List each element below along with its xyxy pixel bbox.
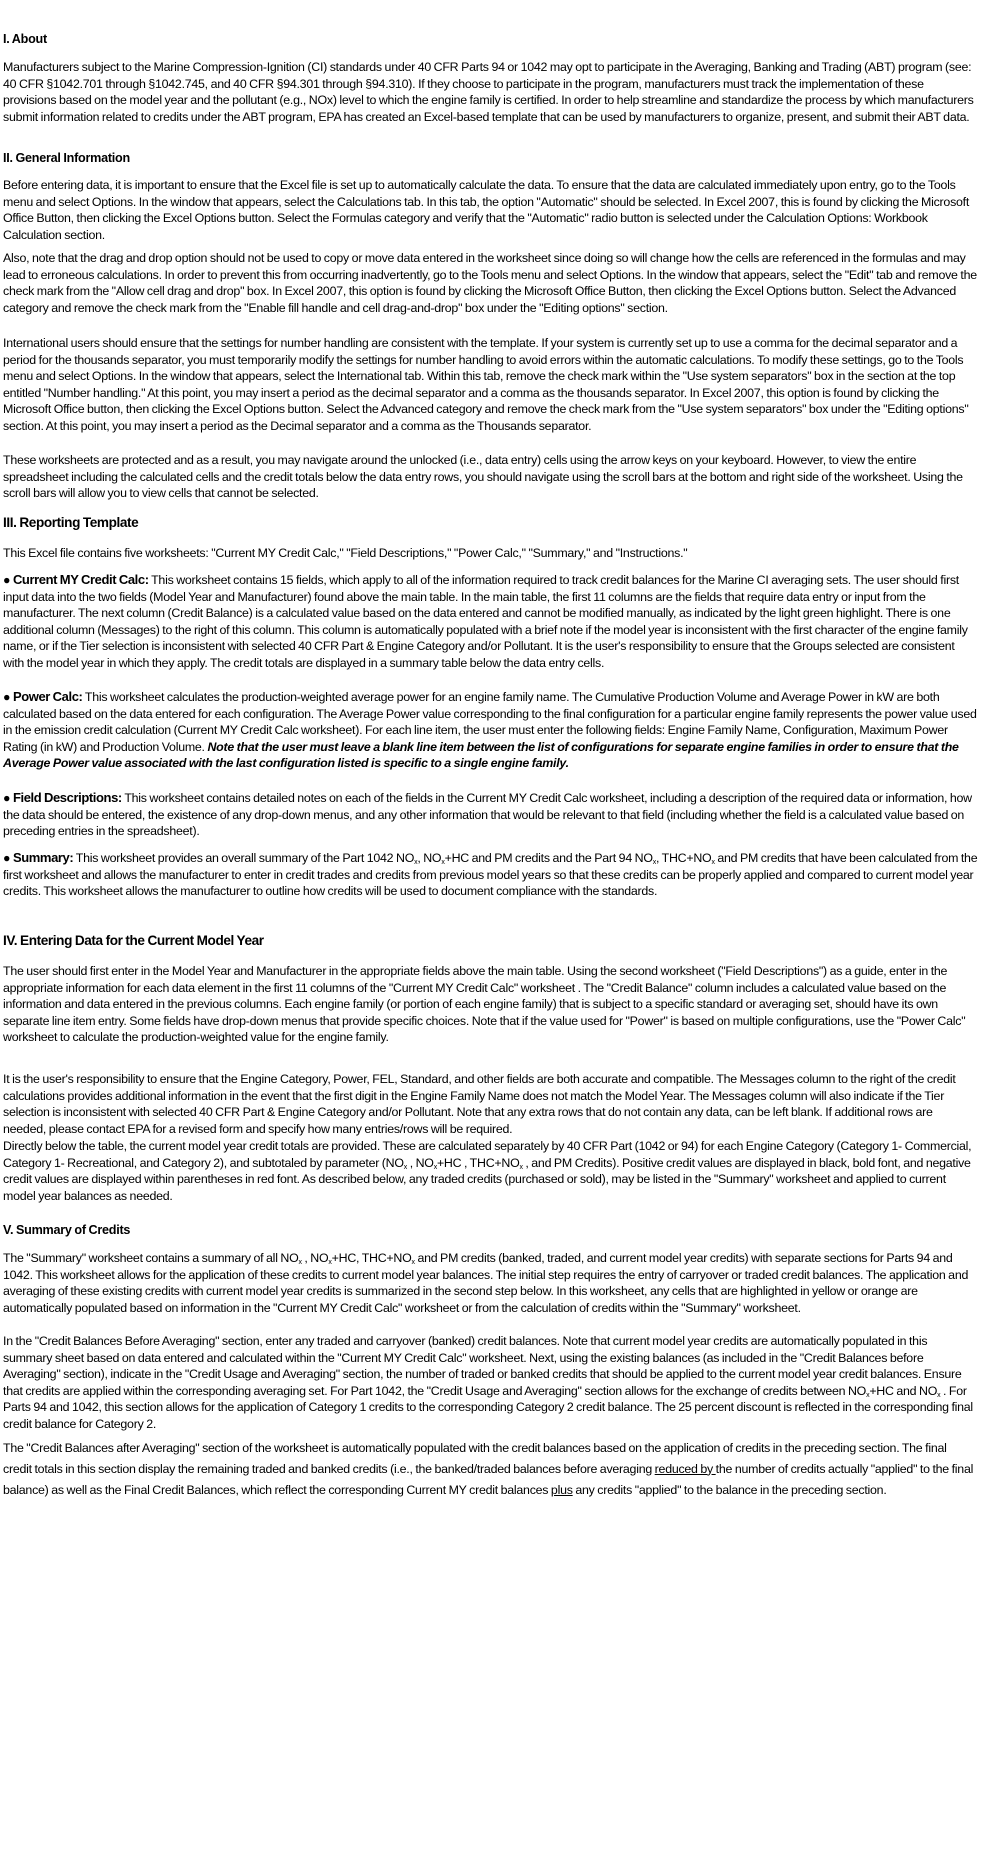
underlined-text: plus	[550, 1482, 573, 1497]
text-run: . For Parts 94 and 1042, this section allows for the application of Category 1 credits to the corresponding Category 2 credit balance. The 25 percent discount is reflected in the corresponding final credit balance for Category 2.	[3, 1383, 973, 1431]
text-run: The "Summary" worksheet contains a summary of all NO	[3, 1251, 299, 1265]
subscript: x	[937, 1391, 941, 1399]
subscript: x	[403, 1163, 408, 1171]
text-run: , NO	[407, 1155, 434, 1170]
subscript: x	[414, 859, 418, 866]
text-run: and PM credits that have been calculated from the first worksheet and allows the manufacturer to enter in credit trades and credits from previous model years so that these credits can be properly applied and compared to current model year credits. This worksheet allows the manufacturer to outline how credits will be used to document compliance with the standards.	[3, 851, 978, 899]
text-run: The "Credit Balances after Averaging" section of the worksheet is automatically populated with the credit balances based on the application of credits in the preceding section. The final credit totals in this section display the remaining traded and banked credits (i.e., the banked/traded balances before averaging	[3, 1441, 947, 1476]
general-paragraph-international: International users should ensure that the settings for number handling are consistent with the template. If your system is currently set up to use a comma for the decimal separator and a period for the thousands separator, you must temporarily modify the settings for number handling to avoid errors within the automatic calculations. To modify these settings, go to the Tools menu and select Options. In the window that appears, select the International tab. Within this tab, remove the check mark within the "Use system separators" box in the section at the top entitled "Number handling." At this point, you may insert a period as the decimal separator and a comma as the thousands separator. In Excel 2007, this option is found by clicking the Microsoft Office button, then clicking the Excel Options button. Select the Advanced category and remove the check mark from the "Use system separators" box under the "Editing options" section. At this point, you may insert a period as the Decimal separator and a comma as the Thousands separator.	[3, 336, 969, 433]
heading-entering-data: IV. Entering Data for the Current Model Year	[3, 933, 264, 948]
text-run: , and PM Credits). Positive credit values are displayed in black, bold font, and negative credit values are displayed within parentheses in red font. As described below, any traded credits (purchased or sold), may be listed in the "Summary" worksheet and applied to current model year balances as needed.	[3, 1155, 971, 1203]
subscript: x	[328, 1259, 332, 1266]
bullet-text: This worksheet contains detailed notes on each of the fields in the Current MY Credit Calc worksheet, including a description of the required data or information, how the data should be entered, the existence of any drop-down menus, and any other information that would be relevant to that field (including whether the field is a calculated value based on preceding entries in the spreadsheet).	[3, 791, 972, 839]
general-paragraph-protection: These worksheets are protected and as a result, you may navigate around the unlocked (i.e., data entry) cells using the arrow keys on your keyboard. However, to view the entire spreadsheet including the calculated cells and the credit totals below the data entry rows, you should navigate using the scroll bars at the bottom and right side of the worksheet. Using the scroll bars will allow you to view cells that cannot be selected.	[3, 453, 963, 501]
heading-reporting-template: III. Reporting Template	[3, 515, 139, 530]
text-run: , THC+NO	[656, 851, 712, 865]
bullet-label: Summary:	[12, 850, 74, 865]
subscript: x	[411, 1259, 415, 1266]
bullet-icon: ●	[3, 791, 11, 805]
about-paragraph: Manufacturers subject to the Marine Compression-Ignition (CI) standards under 40 CFR Parts 94 or 1042 may opt to participate in the Averaging, Banking and Trading (ABT) program (see: 40 CFR §1042.701 through §1042.745, and 40 CFR §94.301 through §94.310). If they choose to participate in the program, manufacturers must track the implementation of these provisions based on the model year and the pollutant (e.g., NOx) level to which the engine family is certified. In order to help streamline and standardize the process by which manufacturers submit information related to credits under the ABT program, EPA has created an Excel-based template that can be used by manufacturers to organize, present, and submit their ABT data.	[3, 60, 974, 124]
entering-paragraph-3	[3, 1138, 978, 1204]
entering-paragraph-1: The user should first enter in the Model Year and Manufacturer in the appropriate fields above the main table. Using the second worksheet ("Field Descriptions") as a guide, enter in the appropriate information for each data element in the first 11 columns of the "Current MY Credit Calc" worksheet . The "Credit Balance" column includes a calculated value based on the information and data entered in the previous columns. Each engine family (or portion of each engine family) that is subject to a specific standard or averaging set, should have its own separate line item entry. Some fields have drop-down menus that provide specific choices. Note that if the value used for "Power" is based on multiple configurations, use the "Power Calc" worksheet to calculate the production-weighted value for the engine family.	[3, 964, 966, 1045]
summary-paragraph-1	[3, 1250, 978, 1316]
subscript: x	[711, 859, 715, 866]
subscript: x	[298, 1259, 302, 1266]
text-run: the number of credits actually "applied" to the final balance) as well as the Final Credit Balances, which reflect the corresponding Current MY credit balances	[3, 1461, 974, 1497]
subscript: x	[441, 859, 445, 866]
bullet-current-my-credit-calc	[3, 572, 978, 672]
text-run: In the "Credit Balances Before Averaging" section, enter any traded and carryover (banked) credit balances. Note that current model year credits are automatically populated in this summary sheet based on data entered and calculated within the "Current MY Credit Calc" worksheet. Next, using the existing balances (as included in the "Credit Balances before Averaging" section), indicate in the "Credit Usage and Averaging" section, the number of traded or banked credits that should be applied to the current model year credit balances. Ensure that credits are applied within the corresponding averaging set. For Part 1042, the "Credit Usage and Averaging" section allows for the exchange of credits between NO	[3, 1334, 962, 1398]
text-run: +HC and PM credits and the Part 94 NO	[444, 851, 653, 865]
text-run: any credits "applied" to the balance in the preceding section.	[572, 1482, 887, 1497]
bullet-power-calc	[3, 689, 978, 772]
bullet-label: Power Calc:	[12, 689, 83, 704]
text-run: , NO	[417, 851, 442, 865]
heading-about: I. About	[3, 32, 47, 46]
bullet-field-descriptions	[3, 790, 978, 840]
summary-paragraph-3	[3, 1438, 978, 1500]
bullet-icon: ●	[3, 851, 11, 865]
bullet-text: This worksheet contains 15 fields, which apply to all of the information required to track credit balances for the Marine CI averaging sets. The user should first input data into the two fields (Model Year and Manufacturer) found above the main table. In the main table, the first 11 columns are the fields that require data entry or input from the manufacturer. The next column (Credit Balance) is a calculated value based on the data entered and cannot be modified manually, as indicated by the light green highlight. There is one additional column (Messages) to the right of this column. This column is automatically populated with a brief note if the model year is inconsistent with the first character of the engine family name, or if the Tier selection is inconsistent with selected 40 CFR Part & Engine Category and/or Pollutant. It is the user's responsibility to ensure that the Groups selected are consistent with the model year in which they apply. The credit totals are displayed in a summary table below the data entry cells.	[3, 573, 968, 670]
text-run: and PM credits (banked, traded, and current model year credits) with separate sections for Parts 94 and 1042. This worksheet allows for the application of these credits to current model year balances. The initial step requires the entry of carryover or traded credit balances. The application and averaging of these existing credits with current model year credits is summarized in the second step below. In this worksheet, any cells that are highlighted in yellow or orange are automatically populated based on information in the "Current MY Credit Calc" worksheet or from the calculation of credits within the "Summary" worksheet.	[3, 1251, 969, 1315]
bullet-icon: ●	[3, 690, 11, 704]
text-run: +HC, THC+NO	[331, 1251, 412, 1265]
text-run: This worksheet provides an overall summary of the Part 1042 NO	[73, 851, 415, 865]
entering-paragraph-2: It is the user's responsibility to ensure that the Engine Category, Power, FEL, Standard, and other fields are both accurate and compatible. The Messages column to the right of the credit calculations provides additional information in the event that the first digit in the Engine Family Name does not match the Model Year. The Messages column will also indicate if the Tier selection is inconsistent with selected 40 CFR Part & Engine Category and/or Pollutant. Note that any extra rows that do not contain any data, can be left blank. If additional rows are needed, please contact EPA for a revised form and specify how many entries/rows will be required.	[3, 1072, 956, 1136]
bullet-text: This worksheet calculates the production-weighted average power for an engine family name. The Cumulative Production Volume and Average Power in kW are both calculated based on the data entered for each configuration. The Average Power value corresponding to the final configuration for a particular engine family represents the power value used in the emission credit calculation (Current MY Credit Calc worksheet). For each line item, the user must enter the following fields: Engine Family Name, Configuration, Maximum Power Rating (in kW) and Production Volume.	[3, 690, 977, 754]
bullet-label: Current MY Credit Calc:	[12, 572, 149, 587]
general-paragraph-drag-drop: Also, note that the drag and drop option should not be used to copy or move data entered in the worksheet since doing so will change how the cells are referenced in the formulas and may lead to erroneous calculations. In order to prevent this from occurring inadvertently, go to the Tools menu and select Options. In the window that appears, select the "Edit" tab and remove the check mark from the "Allow cell drag and drop" box. In Excel 2007, this option is found by clicking the Microsoft Office Button, then clicking the Excel Options button. Select the Advanced category and remove the check mark from the "Enable fill handle and cell drag-and-drop" box under the "Editing options" section.	[3, 251, 977, 315]
text-run: +HC and NO	[869, 1383, 938, 1398]
reporting-intro: This Excel file contains five worksheets: "Current MY Credit Calc," "Field Descriptions," "Power Calc," "Summary," and "Instructions."	[3, 546, 688, 560]
heading-general-information: II. General Information	[3, 151, 130, 165]
bullet-icon: ●	[3, 573, 11, 587]
summary-paragraph-2	[3, 1333, 978, 1433]
text-run: , NO	[301, 1251, 329, 1265]
subscript: x	[433, 1163, 437, 1171]
underlined-text: reduced by	[654, 1461, 716, 1476]
bullet-note: Note that the user must leave a blank line item between the list of configurations for separate engine families in order to ensure that the Average Power value associated with the last configuration listed is specific to a single engine family.	[3, 739, 959, 771]
general-paragraph-calculation: Before entering data, it is important to ensure that the Excel file is set up to automatically calculate the data. To ensure that the data are calculated immediately upon entry, go to the Tools menu and select Options. In the window that appears, select the Calculations tab. In this tab, the option "Automatic" should be selected. In Excel 2007, this is found by clicking the Microsoft Office Button, then clicking the Excel Options button. Select the Formulas category and verify that the "Automatic" radio button is selected under the Calculation Options: Workbook Calculation section.	[3, 178, 970, 242]
text-run: Directly below the table, the current model year credit totals are provided. These are calculated separately by 40 CFR Part (1042 or 94) for each Engine Category (Category 1- Commercial, Category 1- Recreational, and Category 2), and subtotaled by parameter (NO	[3, 1139, 972, 1170]
subscript: x	[652, 859, 656, 866]
subscript: x	[866, 1391, 870, 1399]
subscript: x	[519, 1163, 523, 1171]
bullet-summary	[3, 850, 978, 900]
text-run: +HC , THC+NO	[436, 1155, 520, 1170]
bullet-label: Field Descriptions:	[12, 790, 122, 805]
heading-summary-of-credits: V. Summary of Credits	[3, 1223, 131, 1237]
